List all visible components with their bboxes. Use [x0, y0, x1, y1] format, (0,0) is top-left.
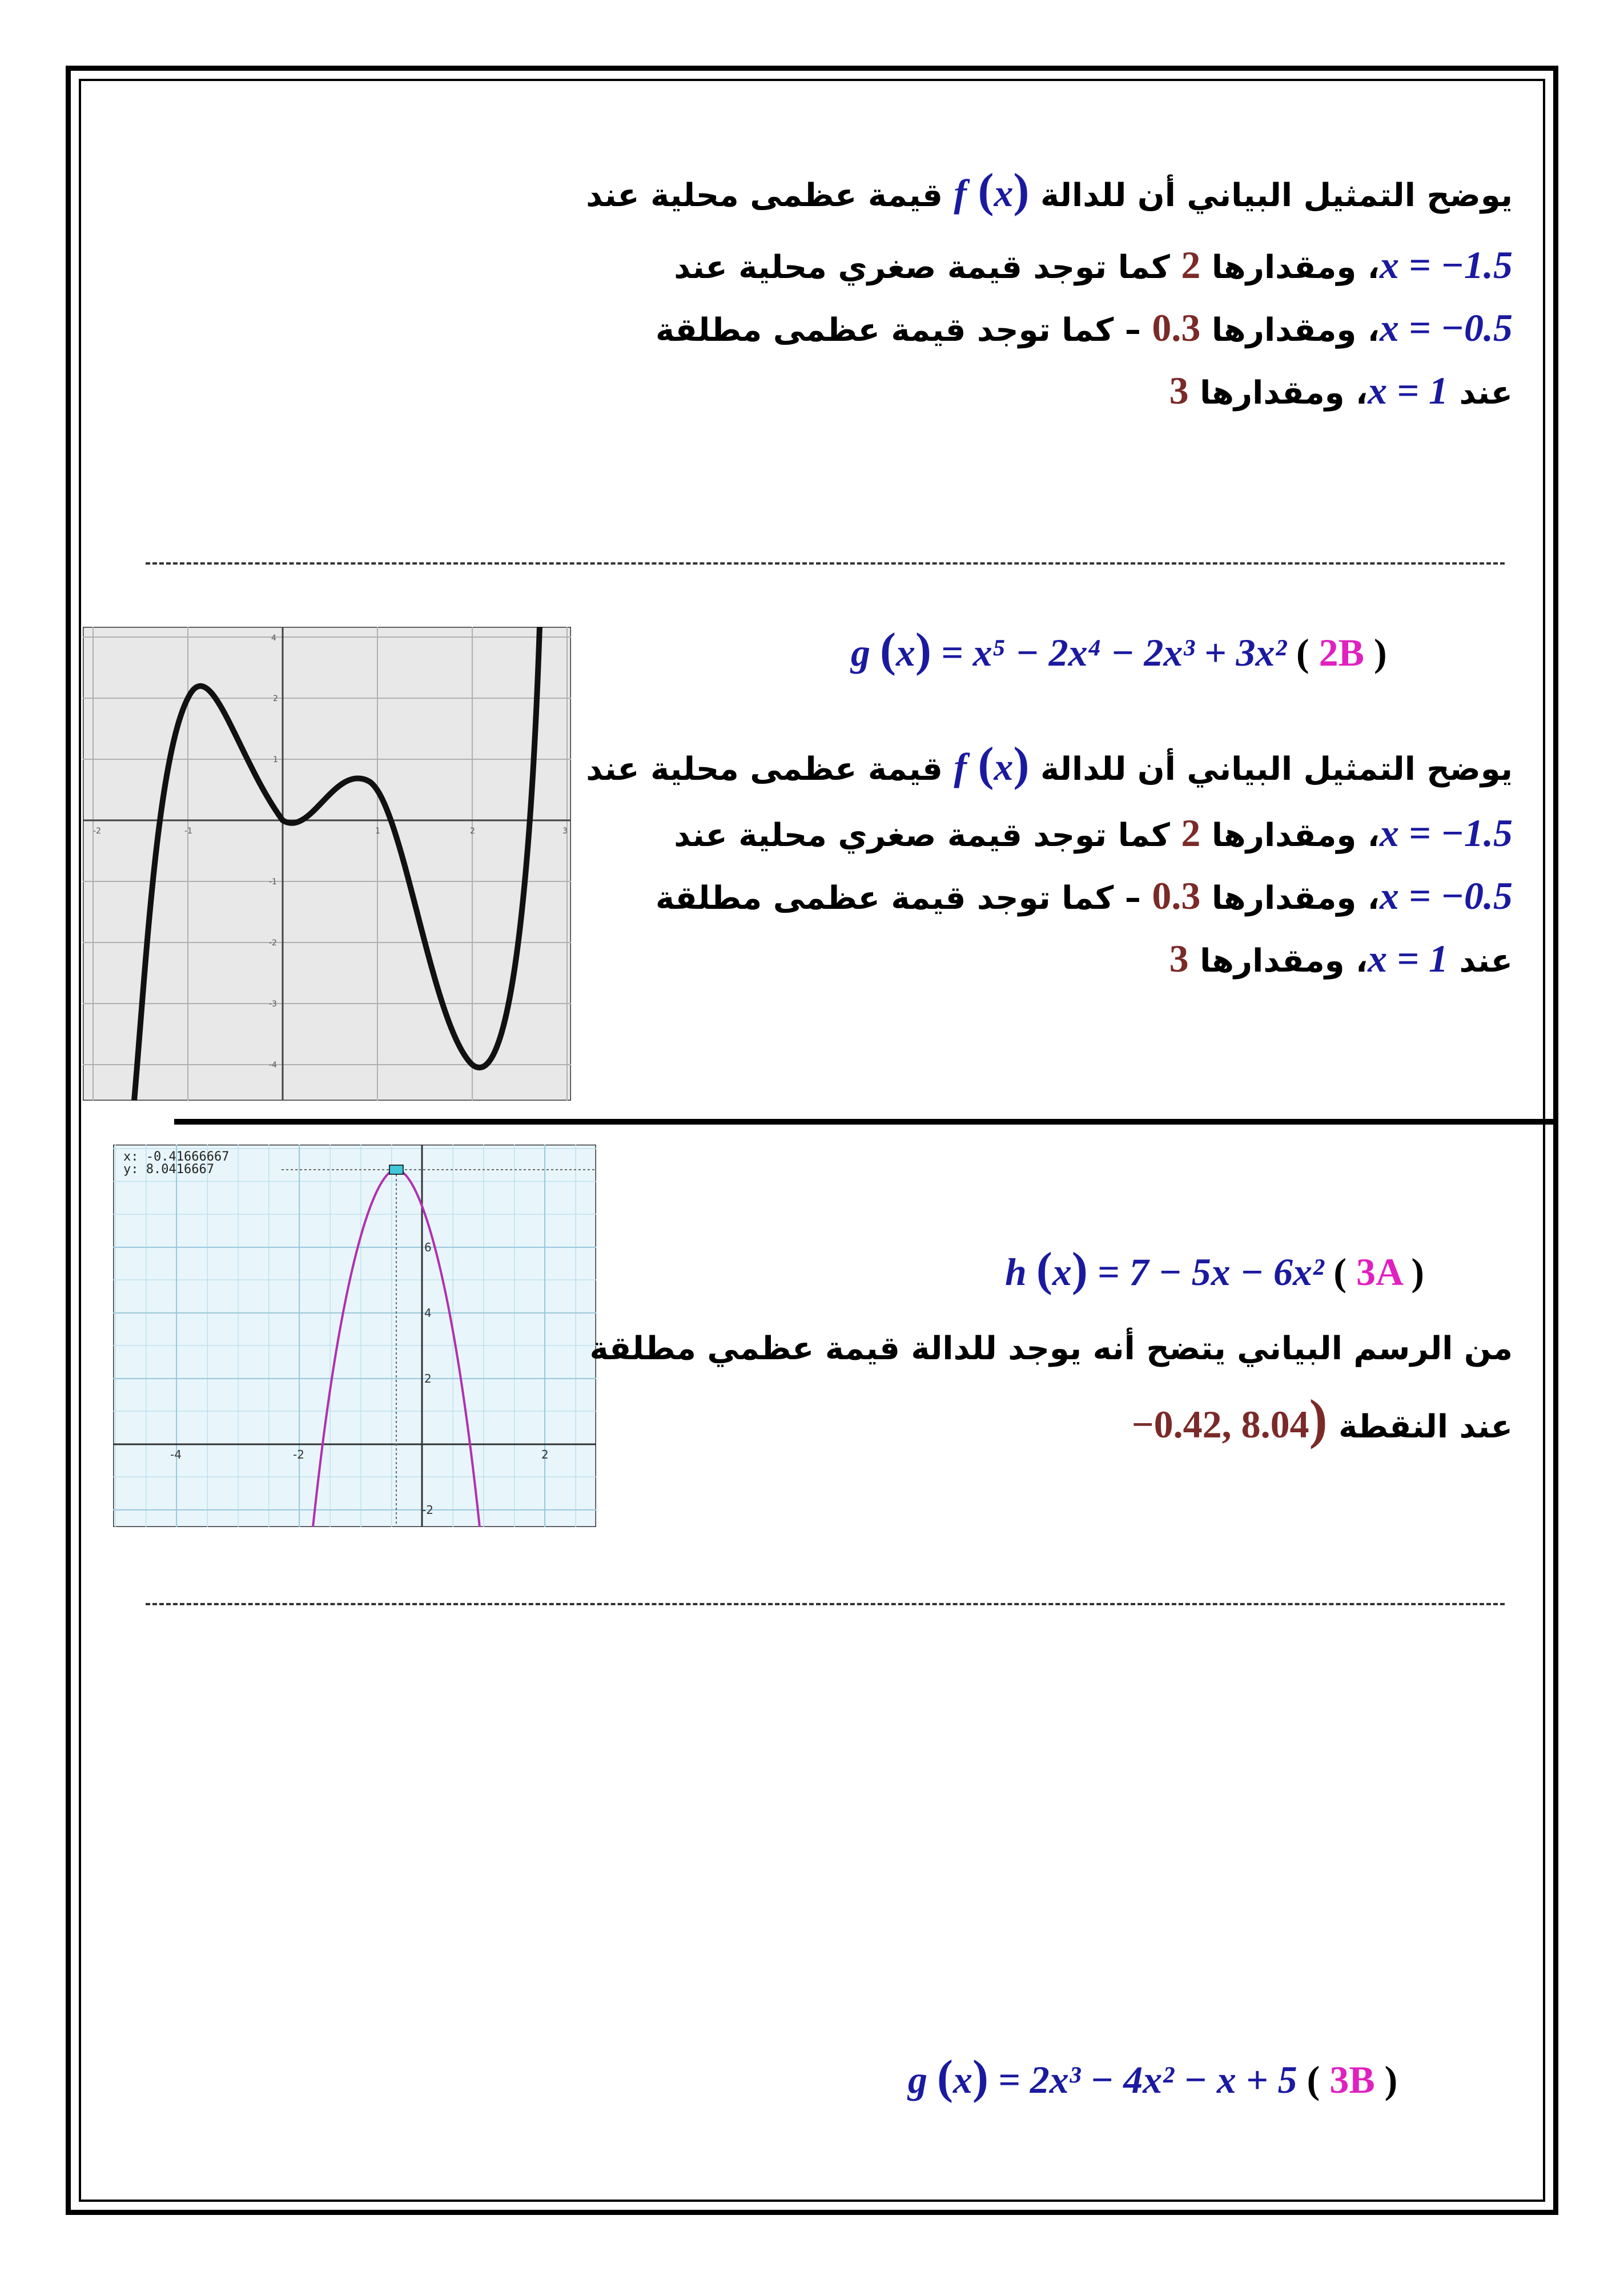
equation-rhs: = x⁵ − 2x⁴ − 2x³ + 3x²: [940, 631, 1287, 674]
divider-solid: [174, 1119, 1556, 1125]
value: 2: [1181, 811, 1201, 855]
y-tick-label: -3: [269, 1000, 277, 1009]
block2-line2: [674, 811, 1513, 856]
equation-3a: h (x) = 7 − 5x − 6x² ( 3A ): [1005, 1243, 1425, 1296]
text: ، ومقدارها: [1211, 312, 1380, 349]
coordinate-readout-y: y: 8.0416667: [123, 1162, 214, 1177]
block1-line3: [656, 305, 1513, 351]
y-tick-label: -1: [269, 877, 277, 887]
value: 3: [1169, 369, 1189, 412]
text: ، ومقدارها: [1211, 880, 1380, 917]
equation-rhs: = 2x³ − 4x² − x + 5: [998, 2058, 1297, 2101]
max-point: −0.42, 8.04: [1131, 1403, 1309, 1446]
graph-parabola: [113, 1145, 596, 1527]
equation-rhs: = 7 − 5x − 6x²: [1097, 1250, 1324, 1294]
value: 0.3: [1152, 874, 1201, 917]
equation-2b: g (x) = x⁵ − 2x⁴ − 2x³ + 3x² ( 2B ): [851, 623, 1387, 676]
block1-line2: [674, 243, 1513, 288]
text: يوضح التمثيل البياني أن للدالة: [1040, 751, 1513, 788]
block3-line2: عند النقطة (−0.42, 8.04: [1131, 1388, 1513, 1449]
text: قيمة عظمى محلية عند: [586, 751, 943, 788]
graph-quintic: [83, 627, 571, 1101]
divider-dashed-2: [146, 1603, 1505, 1605]
problem-label: 3A: [1356, 1250, 1402, 1294]
x-tick-label: -4: [170, 1448, 182, 1461]
block2-line4: [1169, 936, 1513, 981]
x-tick-label: 2: [470, 827, 475, 836]
text: ، ومقدارها: [1211, 249, 1380, 286]
x-tick-label: 3: [562, 827, 568, 836]
value: 0.3: [1152, 306, 1201, 349]
block1-line1: يوضح التمثيل البياني أن للدالة (x) f قيمة عظمى محلية عند: [586, 164, 1513, 217]
y-tick-label: 1: [273, 755, 278, 764]
max-marker: [389, 1165, 403, 1174]
func-name: f: [954, 745, 967, 788]
var-x: x: [994, 745, 1014, 788]
text: كما توجد قيمة صغري محلية عند: [674, 817, 1170, 854]
func-name: h: [1005, 1250, 1027, 1294]
text: ، ومقدارها: [1211, 817, 1380, 854]
y-tick-label: 6: [424, 1240, 432, 1254]
y-tick-label: 4: [271, 634, 276, 643]
text: ، ومقدارها: [1200, 942, 1368, 980]
problem-label: 3B: [1329, 2058, 1375, 2101]
problem-label: 2B: [1319, 631, 1364, 674]
block1-line4: [1169, 368, 1513, 413]
math-x: x = 1: [1368, 937, 1449, 980]
y-tick-label: 4: [424, 1306, 432, 1320]
text: ، ومقدارها: [1200, 374, 1368, 412]
math-x: x = −0.5: [1380, 874, 1513, 917]
y-tick-label: -2: [422, 1503, 433, 1517]
x-tick-label: 1: [375, 827, 380, 836]
block3-line1: [590, 1330, 1513, 1367]
func-name: g: [908, 2058, 927, 2101]
text: من الرسم البياني يتضح أنه يوجد للدالة قيمة عظمي مطلقة: [589, 1330, 1513, 1367]
var-x: x: [994, 171, 1014, 215]
text: كما توجد قيمة صغري محلية عند: [674, 249, 1170, 286]
x-tick-label: -2: [293, 1448, 304, 1461]
text: – كما توجد قيمة عظمى مطلقة: [656, 312, 1141, 349]
math-x: x = 1: [1368, 369, 1449, 412]
x-tick-label: -2: [93, 827, 101, 836]
math-x: x = −1.5: [1380, 811, 1513, 855]
math-x: x = −1.5: [1380, 243, 1513, 287]
func-name: f: [954, 171, 967, 215]
math-x: x = −0.5: [1380, 306, 1513, 349]
value: 3: [1169, 937, 1189, 980]
y-tick-label: -4: [269, 1061, 277, 1070]
func-name: g: [851, 631, 870, 674]
y-tick-label: 2: [424, 1372, 432, 1385]
text: عند النقطة: [1338, 1408, 1513, 1445]
text: – كما توجد قيمة عظمى مطلقة: [656, 880, 1141, 917]
block2-line1: يوضح التمثيل البياني أن للدالة (x) f قيمة عظمى محلية عند: [586, 738, 1513, 791]
equation-3b: g (x) = 2x³ − 4x² − x + 5 ( 3B ): [908, 2051, 1398, 2104]
y-tick-label: -2: [269, 938, 277, 948]
text: عند: [1459, 942, 1513, 980]
text: يوضح التمثيل البياني أن للدالة: [1040, 177, 1513, 214]
x-tick-label: 2: [541, 1448, 549, 1461]
x-tick-label: -1: [184, 827, 192, 836]
y-tick-label: 2: [273, 694, 278, 703]
coordinate-readout-x: x: -0.41666667: [123, 1150, 230, 1164]
divider-dashed-1: [146, 562, 1505, 565]
text: عند: [1459, 374, 1513, 412]
text: قيمة عظمى محلية عند: [586, 177, 943, 214]
block2-line3: [656, 873, 1513, 919]
value: 2: [1181, 243, 1201, 287]
